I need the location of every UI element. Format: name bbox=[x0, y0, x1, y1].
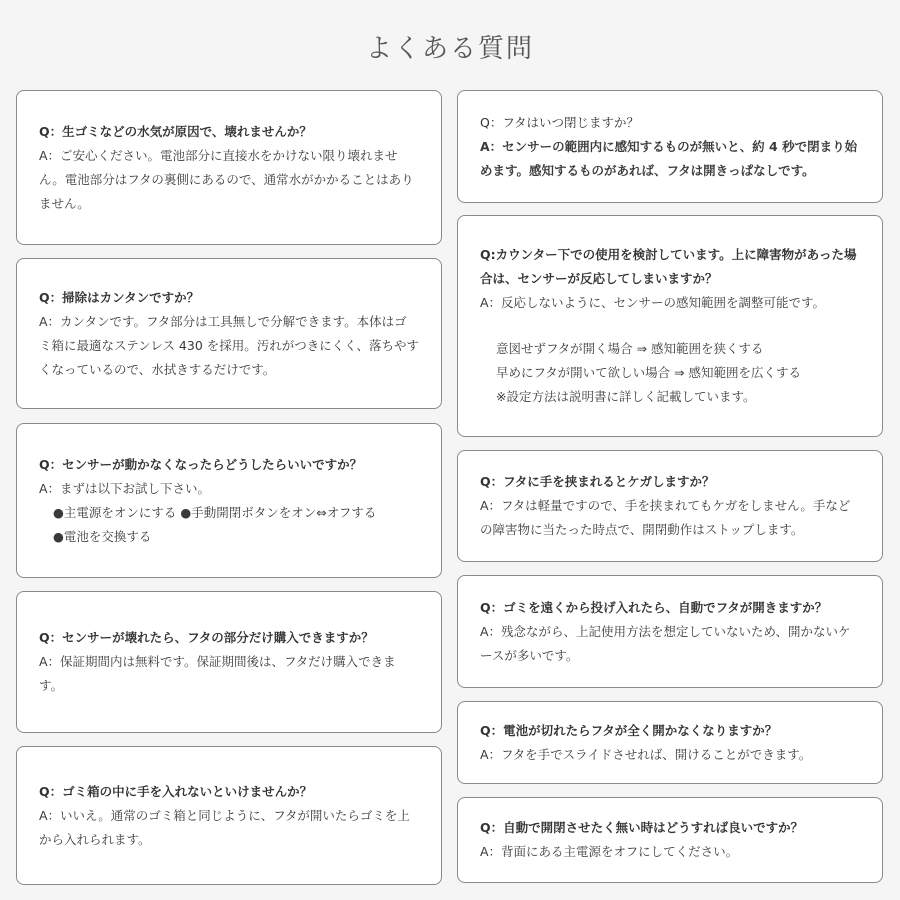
faq-question: Q：生ゴミなどの水気が原因で、壊れませんか？ bbox=[39, 123, 312, 139]
faq-answer: A：ご安心ください。電池部分に直接水をかけない限り壊れません。電池部分はフタの裏側にあるので、通常水がかかることはありません。 bbox=[39, 147, 414, 211]
faq-note: 意図せずフタが開く場合 ⇒ 感知範囲を狭くする bbox=[496, 341, 764, 356]
faq-question: Q：センサーが動かなくなったらどうしたらいいですか？ bbox=[39, 456, 363, 472]
faq-card bbox=[16, 258, 442, 409]
faq-sub-item: ●主電源をオンにする ●手動開閉ボタンをオン⇔オフする bbox=[53, 504, 377, 520]
faq-question: Q：フタはいつ閉じますか？ bbox=[480, 114, 639, 130]
faq-question: Q：フタに手を挟まれるとケガしますか？ bbox=[480, 474, 715, 489]
faq-question: Q：ゴミを遠くから投げ入れたら、自動でフタが開きますか？ bbox=[480, 599, 828, 615]
faq-question: Q：センサーが壊れたら、フタの部分だけ購入できますか？ bbox=[39, 630, 374, 645]
faq-answer: A：フタを手でスライドさせれば、開けることができます。 bbox=[480, 746, 812, 762]
faq-answer: A：いいえ。通常のゴミ箱と同じように、フタが開いたらゴミを上から入れられます。 bbox=[39, 807, 410, 847]
faq-card bbox=[457, 575, 883, 688]
faq-note: 早めにフタが開いて欲しい場合 ⇒ 感知範囲を広くする bbox=[496, 365, 802, 380]
faq-answer: A：センサーの範囲内に感知するものが無いと、約 4 秒で閉まり始めます。感知するものがあれば、フタは開きっぱなしです。 bbox=[480, 138, 858, 178]
faq-card bbox=[16, 746, 442, 885]
faq-card bbox=[457, 90, 883, 203]
spacer bbox=[480, 315, 860, 337]
faq-answer: A：背面にある主電源をオフにしてください。 bbox=[480, 844, 739, 859]
faq-note: ※設定方法は説明書に詳しく記載しています。 bbox=[496, 389, 756, 404]
faq-answer: A：フタは軽量ですので、手を挟まれてもケガをしません。手などの障害物に当たった時点で、開閉動作はストップします。 bbox=[480, 498, 851, 537]
faq-sub-item: ●電池を交換する bbox=[53, 528, 152, 544]
faq-card bbox=[457, 450, 883, 562]
faq-question: Q:カウンター下での使用を検討しています。上に障害物があった場合は、センサーが反応してしまいますか？ bbox=[480, 247, 857, 286]
faq-card bbox=[16, 90, 442, 245]
faq-question: Q：掃除はカンタンですか？ bbox=[39, 289, 200, 305]
faq-card bbox=[16, 423, 442, 578]
page-title: よくある質問 bbox=[365, 34, 534, 64]
faq-question: Q：自動で開閉させたく無い時はどうすれば良いですか？ bbox=[480, 820, 804, 835]
faq-answer: A：残念ながら、上記使用方法を想定していないため、開かないケースが多いです。 bbox=[480, 623, 851, 663]
faq-answer: A：カンタンです。フタ部分は工具無しで分解できます。本体はゴミ箱に最適なステンレス 430 を採用。汚れがつきにくく、落ちやすくなっているので、水拭きするだけです。 bbox=[39, 313, 419, 377]
faq-card bbox=[457, 701, 883, 784]
faq-card bbox=[457, 215, 883, 437]
faq-card bbox=[457, 797, 883, 883]
faq-question: Q：ゴミ箱の中に手を入れないといけませんか？ bbox=[39, 783, 313, 799]
faq-answer: A：保証期間内は無料です。保証期間後は、フタだけ購入できます。 bbox=[39, 654, 396, 693]
faq-question: Q：電池が切れたらフタが全く開かなくなりますか？ bbox=[480, 722, 778, 738]
faq-card bbox=[16, 591, 442, 733]
faq-answer: A：まずは以下お試し下さい。 bbox=[39, 480, 211, 496]
faq-answer: A：反応しないように、センサーの感知範囲を調整可能です。 bbox=[480, 295, 826, 310]
